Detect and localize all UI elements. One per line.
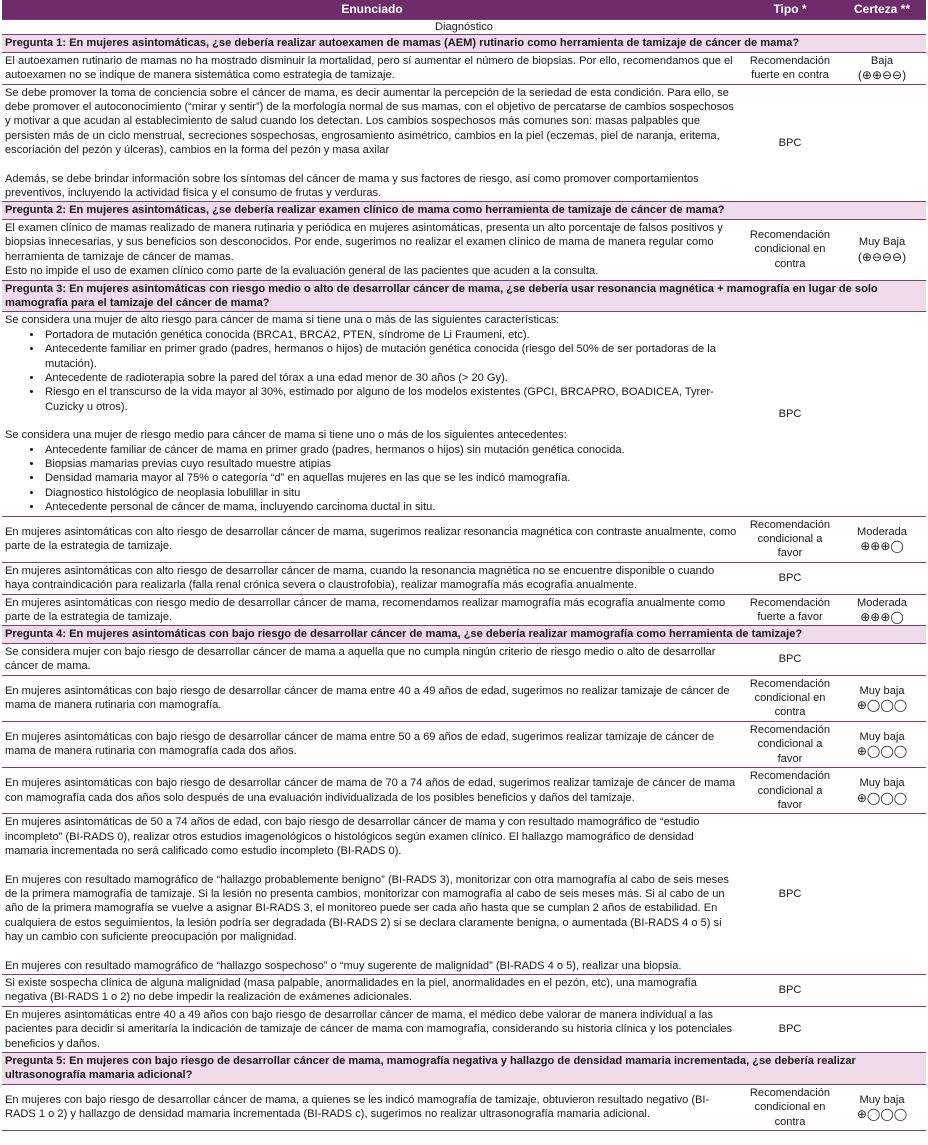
paragraph: Esto no impide el uso de examen clínico como parte de la evaluación general de las pacientes que acuden a la consulta.: [5, 265, 599, 278]
certeza-cell: [838, 1084, 926, 1130]
certeza-label: Muy baja: [859, 1094, 905, 1107]
list-item: • Antecedente de radioterapia sobre la pared del tórax a una edad menor de 30 años (> 20 Gy).: [43, 371, 739, 385]
list-item: • Diagnostico histológico de neoplasia lobulillar in situ: [43, 486, 739, 500]
question-2: Pregunta 2: En mujeres asintomáticas, ¿se debería realizar examen clínico de mama como herramienta de tamizaje de cáncer de mama?: [2, 202, 926, 219]
certeza-label: Moderada: [857, 596, 907, 609]
table-row: [2, 721, 926, 767]
question-row-3: [2, 280, 926, 312]
list-item: • Densidad mamaria mayor al 75% o categoría “d” en aquellas mujeres en las que se les indicó mamografía.: [43, 471, 739, 485]
table-row: [2, 643, 926, 675]
paragraph: Se debe promover la toma de conciencia sobre el cáncer de mama, es decir aumentar la percepción de la seriedad de esta condición. Para ello, se debe promover el autoconocimiento (“mirar y sentir”) de la morfología normal de sus mamas, con el objetivo de percatarse de cambios sospechosos y motivar a que acudan al establecimiento de salud cuando los detectan. Los cambios sospechosos más comunes son: masas palpables que persisten más de un ciclo menstrual, secreciones sospechosas, engrosamiento asimétrico, cambios en la piel (eczemas, piel de naranja, eritema, escoriación del pezón y úlceras), cambios en la forma del pezón y masa axilar: [5, 86, 734, 157]
statement-text: En mujeres asintomáticas con alto riesgo de desarrollar cáncer de mama, sugerimos realizar resonancia magnética con contraste anualmente, como parte de la estrategia de tamizaje.: [2, 516, 742, 562]
tipo-cell: BPC: [742, 84, 838, 202]
certeza-symbols: ⊕⊕⊕◯: [860, 539, 904, 554]
certeza-label: Muy baja: [859, 731, 905, 744]
tipo-cell: Recomendación condicional a favor: [742, 516, 838, 562]
statement-text: En mujeres asintomáticas con bajo riesgo de desarrollar cáncer de mama entre 50 a 69 años de edad, sugerimos realizar tamizaje de cáncer de mama de manera rutinaria con mamografía cada dos años.: [2, 721, 742, 767]
certeza-symbols: ⊕◯◯◯: [856, 1107, 908, 1122]
high-risk-list: [5, 328, 739, 414]
statement-text: Se considera mujer con bajo riesgo de desarrollar cáncer de mama a aquella que no cumpla ningún criterio de riesgo medio o alto de desarrollar cáncer de mama.: [2, 643, 742, 675]
section-title: Diagnóstico: [2, 20, 926, 35]
table-row: [2, 814, 926, 975]
certeza-symbols: ⊕◯◯◯: [856, 790, 908, 805]
table-row: [2, 562, 926, 594]
table-row: [2, 516, 926, 562]
question-4: Pregunta 4: En mujeres asintomáticas con bajo riesgo de desarrollar cáncer de mama, ¿se debería realizar mamografía como herramienta de tamizaje?: [2, 626, 926, 643]
certeza-symbols: ⊕⊕⊕◯: [860, 610, 904, 625]
certeza-symbols: (⊕⊖⊖⊖): [857, 249, 907, 264]
table-row: [2, 1084, 926, 1130]
statement-text: [2, 312, 742, 516]
tipo-cell: BPC: [742, 312, 838, 516]
certeza-cell: [838, 768, 926, 814]
table-header-row: [2, 0, 926, 20]
question-3: Pregunta 3: En mujeres asintomáticas con riesgo medio o alto de desarrollar cáncer de mama, ¿se debería usar resonancia magnética + mamografía en lugar de solo mamografía para el tamizaje del cáncer de mama?: [2, 280, 926, 312]
certeza-cell: [838, 84, 926, 202]
list-item: • Antecedente personal de cáncer de mama, incluyendo carcinoma ductal in situ.: [43, 500, 739, 514]
header-enunciado: Enunciado: [2, 0, 742, 20]
certeza-cell: [838, 814, 926, 975]
tipo-cell: Recomendación fuerte a favor: [742, 594, 838, 626]
statement-text: En mujeres asintomáticas con alto riesgo de desarrollar cáncer de mama, cuando la resonancia magnética no se encuentre disponible o cuando haya contraindicación para realizarla (falla renal crónica severa o claustrofobia), realizar mamografía más ecografía anualmente.: [2, 562, 742, 594]
tipo-cell: Recomendación condicional en contra: [742, 219, 838, 280]
question-row-5: [2, 1053, 926, 1085]
section-row: [2, 20, 926, 35]
statement-text: En mujeres asintomáticas con bajo riesgo de desarrollar cáncer de mama de 70 a 74 años de edad, sugerimos realizar tamizaje de cáncer de mama con mamografía cada dos años solo después de una evaluación individualizada de los posibles beneficios y daños del tamizaje.: [2, 768, 742, 814]
statement-text: En mujeres asintomáticas con bajo riesgo de desarrollar cáncer de mama entre 40 a 49 años de edad, sugerimos no realizar tamizaje de cáncer de mama de manera rutinaria con mamografía.: [2, 675, 742, 721]
certeza-cell: [838, 643, 926, 675]
tipo-cell: Recomendación condicional a favor: [742, 768, 838, 814]
table-row: [2, 768, 926, 814]
question-5: Pregunta 5: En mujeres con bajo riesgo de desarrollar cáncer de mama, mamografía negativa y hallazgo de densidad mamaria incrementada, ¿se debería realizar ultrasonografía mamaria adicional?: [2, 1053, 926, 1085]
statement-text: En mujeres con bajo riesgo de desarrollar cáncer de mama, a quienes se les indicó mamografía de tamizaje, obtuvieron resultado negativo (BI-RADS 1 o 2) y hallazgo de densidad mamaria incrementada (BI-RADS c), sugerimos no realizar ultrasonografía mamaria adicional.: [2, 1084, 742, 1130]
statement-text: El autoexamen rutinario de mamas no ha mostrado disminuir la mortalidad, pero sí aumentar el número de biopsias. Por ello, recomendamos que el autoexamen no se indique de manera sistemática como estrategia de tamizaje.: [2, 52, 742, 84]
header-tipo: Tipo *: [742, 0, 838, 20]
certeza-cell: [838, 974, 926, 1006]
statement-text: En mujeres asintomáticas entre 40 a 49 años con bajo riesgo de desarrollar cáncer de mama, el médico debe valorar de manera individual a las pacientes para decidir si ameritaría la indicación de tamizaje de cáncer de mama con mamografía, considerando su historia clínica y los potenciales beneficios y daños.: [2, 1006, 742, 1052]
question-row-1: [2, 35, 926, 52]
certeza-label: Muy baja: [859, 684, 905, 697]
certeza-cell: [838, 562, 926, 594]
tipo-cell: BPC: [742, 974, 838, 1006]
table-row: [2, 594, 926, 626]
certeza-label: Muy Baja: [858, 236, 906, 249]
paragraph: Se considera una mujer de riesgo medio para cáncer de mama si tiene uno o más de los siguientes antecedentes:: [5, 429, 567, 442]
table-row: [2, 219, 926, 280]
tipo-cell: Recomendación condicional en contra: [742, 675, 838, 721]
statement-text: En mujeres asintomáticas con riesgo medio de desarrollar cáncer de mama, recomendamos realizar mamografía más ecografía anualmente como parte de la estrategia de tamizaje.: [2, 594, 742, 626]
paragraph: El examen clínico de mamas realizado de manera rutinaria y periódica en mujeres asintomáticas, presenta un alto porcentaje de falsos positivos y biopsias innecesarias, y sus beneficios son desconocidos. Por ende, sugerimos no realizar el examen clínico de mama de manera regular como herramienta de tamizaje de cáncer de mamas.: [5, 221, 723, 263]
certeza-label: Muy baja: [859, 777, 905, 790]
tipo-cell: Recomendación condicional a favor: [742, 721, 838, 767]
list-item: • Antecedente familiar en primer grado (padres, hermanos o hijos) de mutación genética conocida (riesgo del 50% de ser portadoras de la mutación).: [43, 342, 739, 371]
list-item: • Antecedente familiar de cáncer de mama en primer grado (padres, hermanos o hijos) sin mutación genética conocida.: [43, 443, 739, 457]
certeza-cell: [838, 675, 926, 721]
statement-text: [2, 814, 742, 975]
question-row-2: [2, 202, 926, 219]
table-row: [2, 52, 926, 84]
certeza-label: Baja: [870, 54, 894, 67]
tipo-cell: BPC: [742, 814, 838, 975]
certeza-symbols: (⊕⊕⊖⊖): [857, 68, 907, 83]
tipo-cell: BPC: [742, 562, 838, 594]
tipo-cell: BPC: [742, 643, 838, 675]
certeza-label: Moderada: [857, 525, 907, 538]
question-row-4: [2, 626, 926, 643]
paragraph: Se considera una mujer de alto riesgo para cáncer de mama si tiene una o más de las siguientes características:: [5, 314, 560, 327]
certeza-symbols: ⊕◯◯◯: [856, 698, 908, 713]
table-row: [2, 675, 926, 721]
header-certeza: Certeza **: [838, 0, 926, 20]
statement-text: Si existe sospecha clínica de alguna malignidad (masa palpable, anormalidades en la piel, anormalidades en el pezón, etc), una mamografía negativa (BI-RADS 1 o 2) no debe impedir la realización de exámenes adicionales.: [2, 974, 742, 1006]
certeza-cell: [838, 594, 926, 626]
recommendations-table: [2, 0, 926, 1131]
certeza-cell: [838, 516, 926, 562]
tipo-cell: Recomendación condicional en contra: [742, 1084, 838, 1130]
certeza-symbols: ⊕◯◯◯: [856, 744, 908, 759]
certeza-cell: [838, 721, 926, 767]
certeza-cell: [838, 312, 926, 516]
table-row: [2, 1006, 926, 1052]
paragraph: En mujeres con resultado mamográfico de “hallazgo sospechoso” o “muy sugerente de malignidad” (BI-RADS 4 o 5), realizar una biopsia.: [5, 959, 682, 972]
table-row: [2, 312, 926, 516]
list-item: • Portadora de mutación genética conocida (BRCA1, BRCA2, PTEN, síndrome de Li Fraumeni, etc).: [43, 328, 739, 342]
medium-risk-list: [5, 443, 739, 515]
table-row: [2, 974, 926, 1006]
certeza-cell: [838, 219, 926, 280]
question-1: Pregunta 1: En mujeres asintomáticas, ¿se debería realizar autoexamen de mamas (AEM) rutinario como herramienta de tamizaje de cáncer de mama?: [2, 35, 926, 52]
tipo-cell: Recomendación fuerte en contra: [742, 52, 838, 84]
tipo-cell: BPC: [742, 1006, 838, 1052]
statement-text: [2, 219, 742, 280]
table-row: [2, 84, 926, 202]
paragraph: Además, se debe brindar información sobre los síntomas del cáncer de mama y sus factores de riesgo, así como promover comportamientos preventivos, incluyendo la actividad física y el consumo de frutas y verduras.: [5, 172, 699, 200]
list-item: • Riesgo en el transcurso de la vida mayor al 30%, estimado por alguno de los modelos existentes (GPCI, BRCAPRO, BOADICEA, Tyrer-Cuzicky u otros).: [43, 385, 739, 414]
paragraph: En mujeres con resultado mamográfico de “hallazgo probablemente benigno” (BI-RADS 3), monitorizar con otra mamografía al cabo de seis meses de la primera mamografía de tamizaje. Si la lesión no presenta cambios, monitorizar con mamografía al cabo de seis meses más. Si al cabo de un año de la primera mamografía se vuelve a asignar BI-RADS 3, el monitoreo puede ser cada año hasta que se cumplan 2 años de estabilidad. En cualquiera de estos seguimientos, la lesión podría ser degradada (BI-RADS 2) si se declara claramente benigna, o aumentada (BI-RADS 4 o 5) si hay un cambio con suficiente preocupación por malignidad.: [5, 873, 729, 944]
paragraph: En mujeres asintomáticas de 50 a 74 años de edad, con bajo riesgo de desarrollar cáncer de mama y con resultado mamográfico de “estudio incompleto” (BI-RADS 0), realizar otros estudios imagenológicos o histológicos según examen clínico. El hallazgo mamográfico de densidad mamaria incrementada no será calificado como estudio incompleto (BI-RADS 0).: [5, 816, 700, 858]
statement-text: [2, 84, 742, 202]
certeza-cell: [838, 52, 926, 84]
list-item: • Biopsias mamarias previas cuyo resultado muestre atipias: [43, 457, 739, 471]
certeza-cell: [838, 1006, 926, 1052]
